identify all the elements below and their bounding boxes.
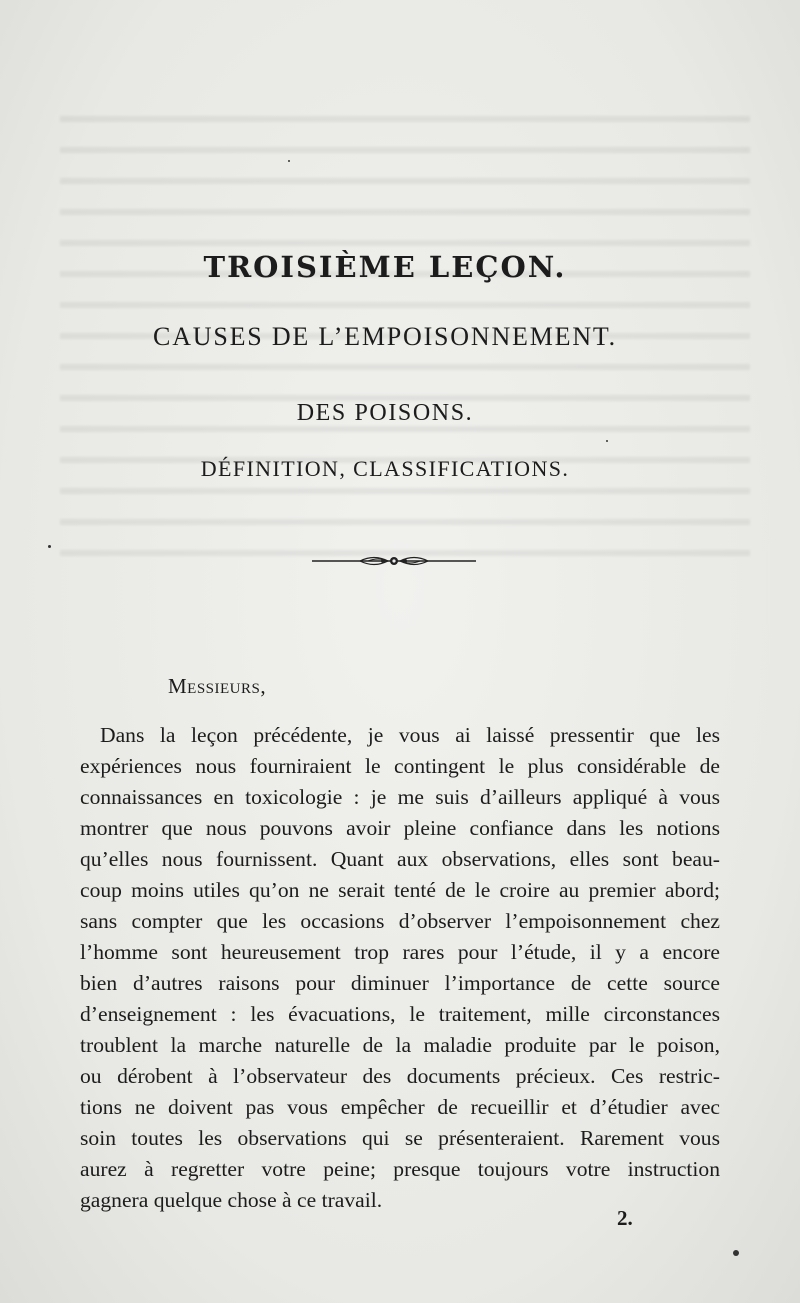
paper-speck [606, 440, 608, 442]
paragraph-line: l’homme sont heureusement trop rares pour l’étude, il y a encore [80, 940, 720, 964]
paragraph-line: d’enseignement : les évacuations, le traitement, mille circonstances [80, 1002, 720, 1026]
body-paragraph [80, 720, 720, 1216]
paragraph-line: connaissances en toxicologie : je me suis d’ailleurs appliqué à vous [80, 785, 720, 809]
paragraph-line: ou dérobent à l’observateur des documents précieux. Ces restric- [80, 1064, 720, 1088]
paper-speck [288, 160, 290, 162]
paragraph-line: sans compter que les occasions d’observer l’empoisonnement chez [80, 909, 720, 933]
chapter-title: CAUSES DE L’EMPOISONNEMENT. [153, 322, 617, 351]
paper-speck [48, 545, 51, 548]
paragraph-line: bien d’autres raisons pour diminuer l’importance de cette source [80, 971, 720, 995]
paragraph-line: coup moins utiles qu’on ne serait tenté de le croire au premier abord; [80, 878, 720, 902]
lesson-heading: TROISIÈME LEÇON. [203, 250, 567, 284]
paper-speck [733, 1250, 739, 1256]
paragraph-line: tions ne doivent pas vous empêcher de recueillir et d’étudier avec [80, 1095, 720, 1119]
page-number: 2. [617, 1206, 633, 1230]
salutation: Messieurs, [168, 674, 267, 698]
paragraph-line: aurez à regretter votre peine; presque toujours votre instruction [80, 1157, 720, 1181]
paragraph-line: Dans la leçon précédente, je vous ai laissé pressentir que les [100, 723, 720, 747]
subsection-heading: DÉFINITION, CLASSIFICATIONS. [200, 456, 570, 481]
paragraph-line: expériences nous fourniraient le contingent le plus considérable de [80, 754, 720, 778]
paragraph-line: montrer que nous pouvons avoir pleine confiance dans les notions [80, 816, 720, 840]
paragraph-line: troublent la marche naturelle de la maladie produite par le poison, [80, 1033, 720, 1057]
paragraph-line: soin toutes les observations qui se présenteraient. Rarement vous [80, 1126, 720, 1150]
paragraph-line: qu’elles nous fournissent. Quant aux observations, elles sont beau- [80, 847, 720, 871]
decorative-ornament-icon [312, 552, 476, 570]
section-heading: DES POISONS. [296, 400, 474, 426]
paragraph-line: gagnera quelque chose à ce travail. [80, 1188, 383, 1212]
